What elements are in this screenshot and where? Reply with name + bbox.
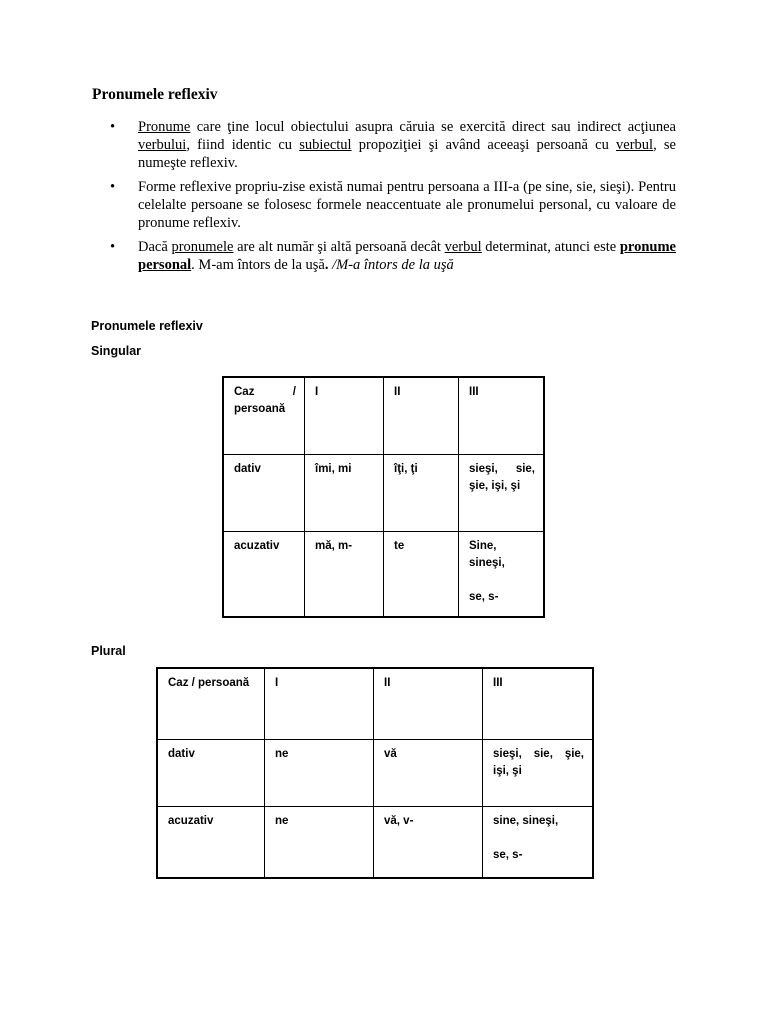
cell-text: II	[384, 677, 391, 689]
plural-table	[156, 667, 594, 879]
cell-text: se, s-	[469, 590, 499, 603]
table-cell	[384, 531, 459, 617]
cell-text: Sine,	[469, 539, 497, 552]
text: propoziţiei şi având aceeaşi persoană cu	[351, 137, 617, 153]
table-cell	[265, 668, 374, 740]
term-verbului: verbului	[138, 137, 187, 153]
cell-text: /	[292, 386, 296, 398]
cell-text: III	[493, 677, 503, 689]
table-cell	[483, 740, 594, 807]
table-cell	[459, 531, 545, 617]
cell-text: sie,	[515, 462, 535, 475]
term-subiectul: subiectul	[299, 137, 352, 153]
cell-text: ne	[275, 815, 289, 827]
text: .	[324, 257, 333, 273]
cell-text: persoană	[234, 403, 286, 415]
table-cell	[223, 454, 305, 531]
cell-text: işi, şi	[493, 765, 522, 777]
table-cell	[305, 531, 384, 617]
cell-spacer	[493, 830, 584, 847]
table-cell	[459, 454, 545, 531]
table-row	[223, 377, 544, 454]
section-title: Pronumele reflexiv	[91, 319, 203, 333]
table-cell	[374, 807, 483, 879]
cell-line	[493, 746, 584, 763]
bullet-glyph: •	[110, 239, 116, 255]
bullet-glyph: •	[110, 179, 116, 195]
table-cell	[374, 668, 483, 740]
term-pronume-personal: pronume personal	[138, 239, 676, 273]
table-cell	[384, 454, 459, 531]
cell-line	[234, 384, 296, 401]
term-verbul: verbul	[616, 137, 654, 153]
cell-text: te	[394, 539, 405, 552]
cell-text: sineşi,	[469, 556, 505, 569]
example-2: /M-a întors de la uşă	[332, 257, 454, 273]
cell-text: acuzativ	[234, 539, 280, 552]
table-cell	[459, 377, 545, 454]
cell-text: mă, m-	[315, 539, 353, 552]
definition-list	[92, 118, 676, 280]
list-item	[92, 238, 676, 274]
table-row	[157, 740, 593, 807]
singular-label: Singular	[91, 344, 142, 358]
list-item	[92, 178, 676, 232]
cell-line	[469, 461, 535, 478]
table-cell	[223, 531, 305, 617]
text: care ţine locul obiectului asupra căruia se exercită direct sau indirect acţiunea	[190, 119, 676, 135]
cell-text: vă	[384, 748, 397, 760]
term-verbul: verbul	[444, 239, 482, 255]
table-cell	[305, 454, 384, 531]
cell-spacer	[469, 572, 535, 589]
text: Dacă	[138, 239, 172, 255]
example-1: . M-am întors de la uşă	[191, 257, 325, 273]
cell-text: I	[275, 677, 279, 689]
table-cell	[305, 377, 384, 454]
term-pronume: Pronume	[138, 119, 191, 135]
cell-text: şie, işi, şi	[469, 479, 521, 492]
table-cell	[265, 807, 374, 879]
table-cell	[483, 807, 594, 879]
cell-text: îmi, mi	[315, 462, 352, 475]
list-item	[92, 118, 676, 172]
table-cell	[157, 668, 265, 740]
plural-label: Plural	[91, 644, 126, 658]
cell-text: îţi, ţi	[394, 462, 418, 475]
cell-text: sie,	[533, 748, 553, 760]
table-cell	[157, 740, 265, 807]
cell-text: II	[394, 386, 401, 398]
table-cell	[265, 740, 374, 807]
singular-table	[222, 376, 545, 618]
cell-text: sieşi,	[493, 748, 522, 760]
table-cell	[157, 807, 265, 879]
bullet-glyph: •	[110, 119, 116, 135]
cell-text: Caz / persoană	[168, 677, 250, 689]
section-title: Pronumele reflexiv	[92, 86, 218, 103]
cell-text: I	[315, 386, 319, 398]
table-cell	[223, 377, 305, 454]
text: Forme reflexive propriu-zise există numai pentru persoana a III-a (pe sine, sie, sieşi). Pentru celelalte persoane se folosesc formele neaccentuate ale pronumelui personal, cu valoare de pronume reflexiv.	[138, 179, 676, 231]
term-pronumele: pronumele	[171, 239, 234, 255]
cell-text: ne	[275, 748, 289, 760]
table-cell	[384, 377, 459, 454]
text: determinat, atunci este	[481, 239, 620, 255]
cell-text: III	[469, 386, 479, 398]
table-cell	[374, 740, 483, 807]
text: , se numeşte reflexiv.	[138, 137, 676, 171]
cell-text: şie,	[564, 748, 584, 760]
table-row	[157, 807, 593, 879]
table-row	[157, 668, 593, 740]
text: , fiind identic cu	[186, 137, 300, 153]
cell-text: dativ	[234, 462, 261, 475]
cell-text: dativ	[168, 748, 195, 760]
table-cell	[483, 668, 594, 740]
table-row	[223, 531, 544, 617]
cell-text: vă, v-	[384, 815, 414, 827]
cell-text: se, s-	[493, 849, 523, 861]
cell-text: sine, sineşi,	[493, 815, 559, 827]
cell-text: acuzativ	[168, 815, 214, 827]
text: are alt număr şi altă persoană decât	[233, 239, 445, 255]
table-row	[223, 454, 544, 531]
cell-text: sieşi,	[469, 462, 498, 475]
cell-text: Caz	[234, 386, 255, 398]
